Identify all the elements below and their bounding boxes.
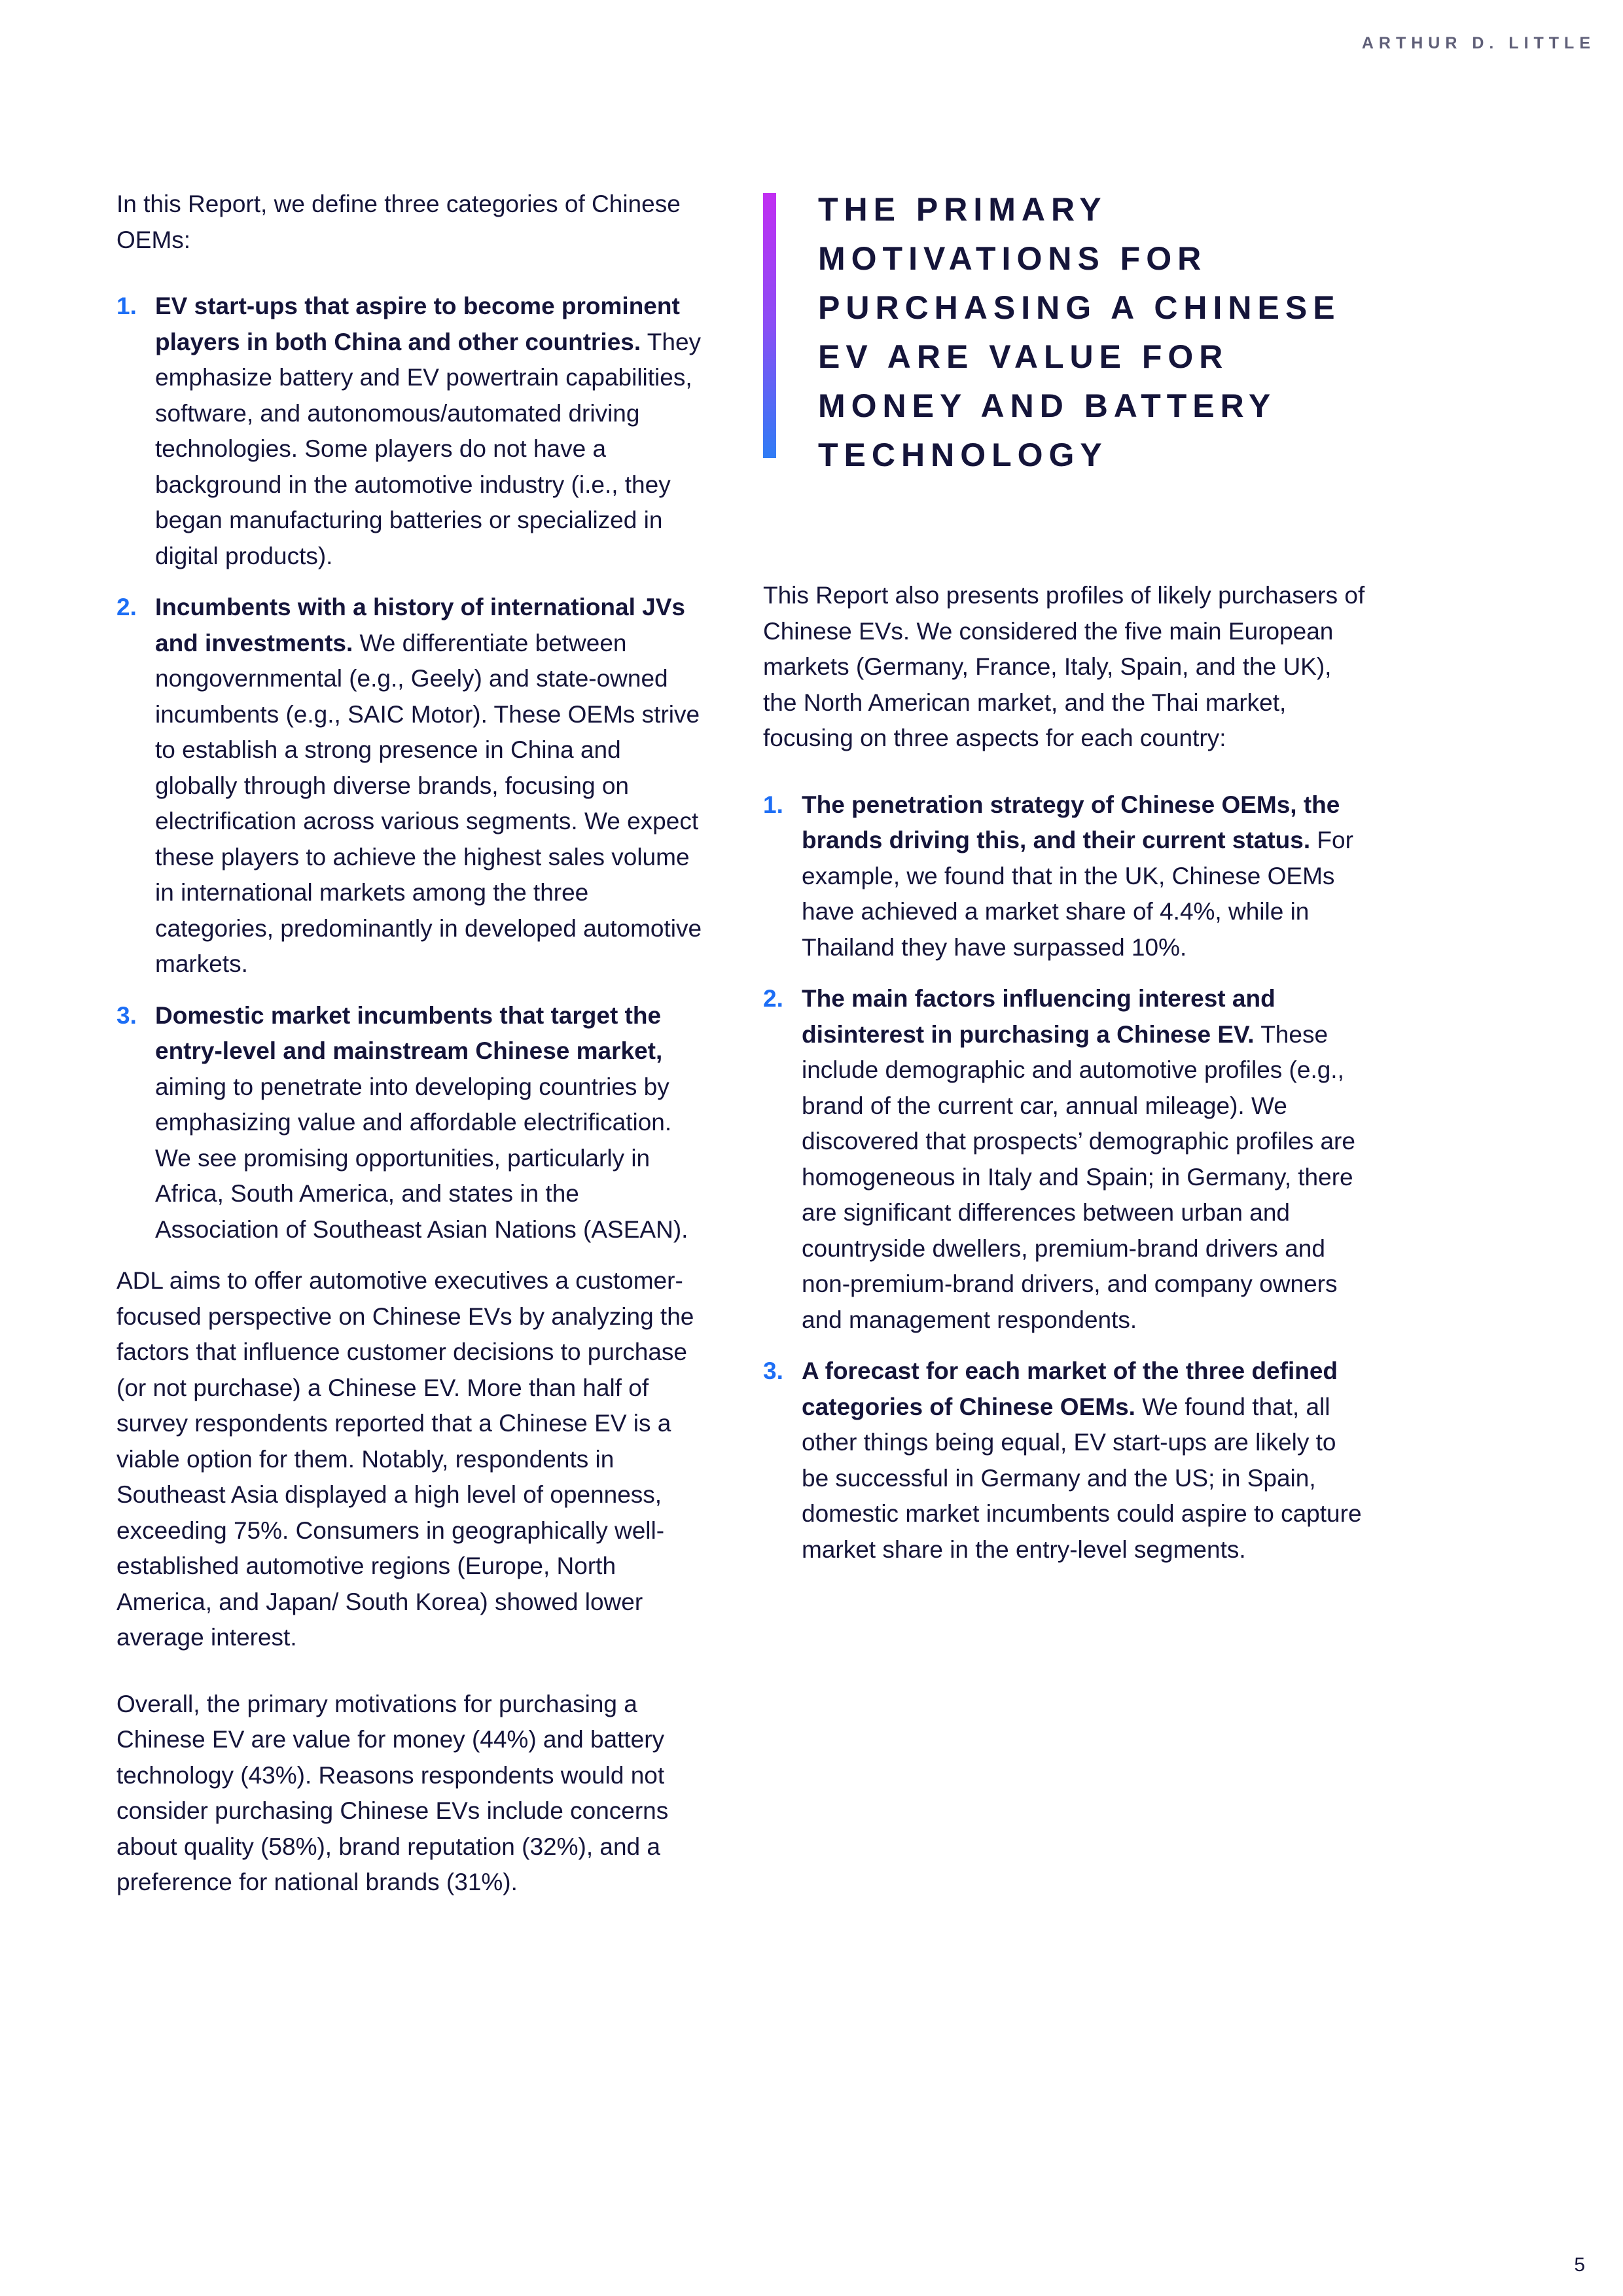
list-item-body: We found that, all other things being equal, EV start-ups are likely to be successful in Germany and the US; in Spain, domestic market incumbents could aspire to capture market share in the entry-level segments. xyxy=(802,1393,1362,1563)
list-item xyxy=(116,289,705,574)
list-item xyxy=(763,981,1365,1338)
list-item-heading: The penetration strategy of Chinese OEMs, the brands driving this, and their current status. xyxy=(802,791,1340,853)
list-item xyxy=(116,998,705,1248)
oem-categories-list xyxy=(116,289,705,1247)
profiles-intro-paragraph: This Report also presents profiles of likely purchasers of Chinese EVs. We considered the five main European markets (Germany, France, Italy, Spain, and the UK), the North American market, and the Thai market, focusing on three aspects for each country: xyxy=(763,582,1365,751)
list-item-heading: The main factors influencing interest and disinterest in purchasing a Chinese EV. xyxy=(802,985,1275,1048)
list-number: 2. xyxy=(763,985,783,1012)
pull-quote xyxy=(763,185,1365,480)
overall-paragraph: Overall, the primary motivations for purchasing a Chinese EV are value for money (44%) and battery technology (43%). Reasons respondents would not consider purchasing Chinese EVs include concerns about quality (58%), brand reputation (32%), and a preference for national brands (31%). xyxy=(116,1690,669,1895)
list-number: 1. xyxy=(116,293,137,319)
market-aspects-list xyxy=(763,787,1365,1568)
list-item-body: aiming to penetrate into developing countries by emphasizing value and affordable electrification. We see promising opportunities, particularly in Africa, South America, and states in the Association of Southeast Asian Nations (ASEAN). xyxy=(155,1073,688,1243)
list-number: 3. xyxy=(116,1001,137,1029)
intro-paragraph: In this Report, we define three categories of Chinese OEMs: xyxy=(116,190,681,253)
list-item xyxy=(763,787,1365,966)
list-number: 1. xyxy=(763,791,783,818)
list-item-heading: EV start-ups that aspire to become prominent players in both China and other countries. xyxy=(155,293,680,355)
pull-quote-text: THE PRIMARY MOTIVATIONS FOR PURCHASING A CHINESE EV ARE VALUE FOR MONEY AND BATTERY TECHNOLOGY xyxy=(818,191,1341,473)
brand-name: ARTHUR D. LITTLE xyxy=(1361,34,1596,52)
adl-paragraph: ADL aims to offer automotive executives a customer-focused perspective on Chinese EVs by analyzing the factors that influence customer decisions to purchase (or not purchase) a Chinese EV. More than half of survey respondents reported that a Chinese EV is a viable option for them. Notably, respondents in Southeast Asia displayed a high level of openness, exceeding 75%. Consumers in geographically well-established automotive regions (Europe, North America, and Japan/ South Korea) showed lower average interest. xyxy=(116,1267,694,1651)
list-number: 2. xyxy=(116,594,137,620)
list-number: 3. xyxy=(763,1357,783,1384)
left-column xyxy=(116,187,705,1931)
right-column xyxy=(763,185,1365,1583)
list-item-heading: A forecast for each market of the three defined categories of Chinese OEMs. xyxy=(802,1357,1338,1420)
gradient-accent-bar xyxy=(763,193,776,458)
list-item-body: They emphasize battery and EV powertrain capabilities, software, and autonomous/automated driving technologies. Some players do not have a background in the automotive industry (i.e., they began manufacturing batteries or specialized in digital products). xyxy=(155,328,702,569)
list-item-body: We differentiate between nongovernmental (e.g., Geely) and state-owned incumbents (e.g., SAIC Motor). These OEMs strive to establish a strong presence in China and globally through diverse brands, focusing on electrification across various segments. We expect these players to achieve the highest sales volume in international markets among the three categories, predominantly in developed automotive markets. xyxy=(155,629,702,977)
list-item-heading: Incumbents with a history of international JVs and investments. xyxy=(155,594,686,656)
list-item-body: For example, we found that in the UK, Chinese OEMs have achieved a market share of 4.4%, while in Thailand they have surpassed 10%. xyxy=(802,827,1353,961)
page-number: 5 xyxy=(1574,2254,1585,2276)
list-item-body: These include demographic and automotive profiles (e.g., brand of the current car, annual mileage). We discovered that prospects’ demographic profiles are homogeneous in Italy and Spain; in Germany, there are significant differences between urban and countryside dwellers, premium-brand drivers and non-premium-brand drivers, and company owners and management respondents. xyxy=(802,1020,1355,1333)
list-item-heading: Domestic market incumbents that target the entry-level and mainstream Chinese market, xyxy=(155,1001,663,1064)
list-item xyxy=(763,1354,1365,1568)
list-item xyxy=(116,590,705,982)
